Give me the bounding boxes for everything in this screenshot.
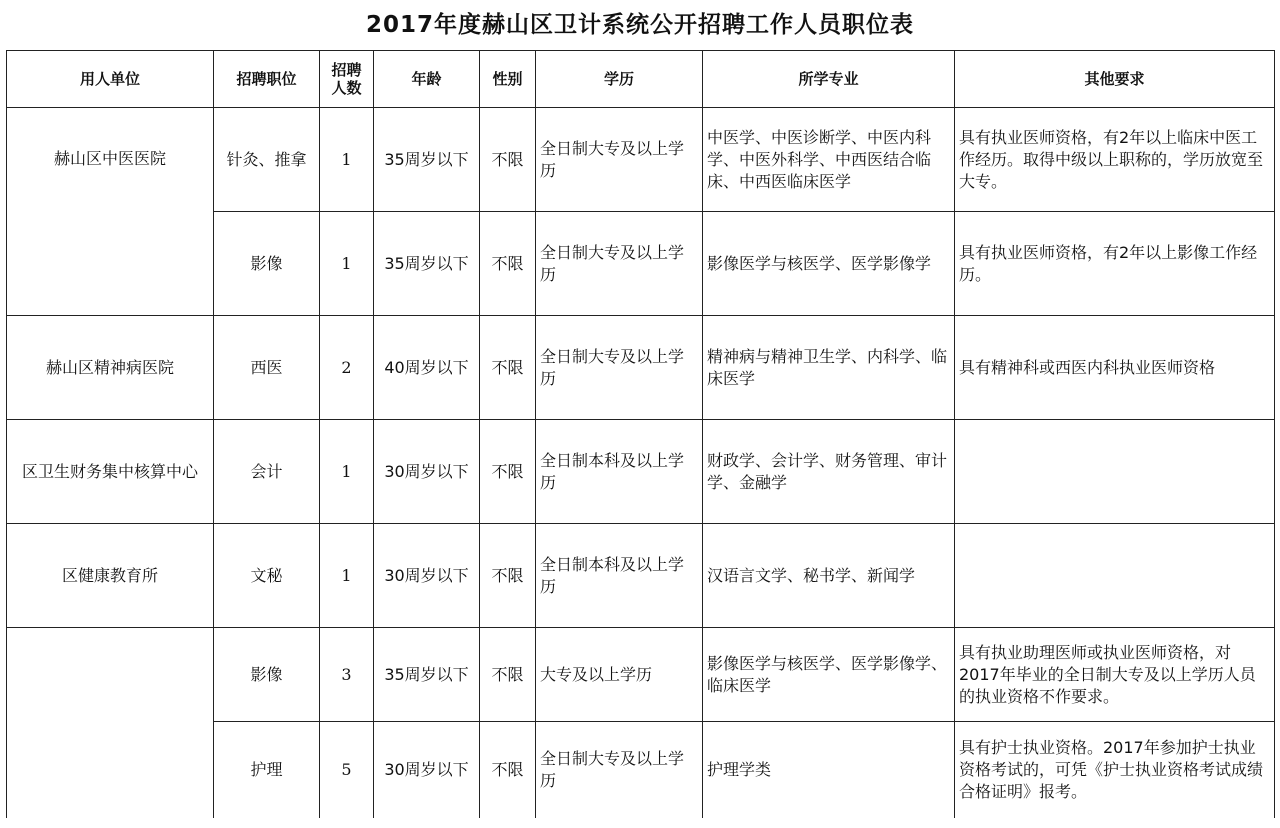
header-unit: 用人单位: [7, 51, 214, 108]
table-row: [7, 108, 1275, 212]
header-count-line1: 招聘: [331, 61, 362, 79]
cell-count: 1: [320, 524, 374, 628]
cell-unit: 区卫生财务集中核算中心: [7, 420, 214, 524]
cell-education: 全日制本科及以上学历: [536, 524, 703, 628]
cell-other: [955, 420, 1275, 524]
cell-gender: 不限: [480, 524, 536, 628]
cell-position: 护理: [214, 722, 320, 818]
header-age: 年龄: [374, 51, 480, 108]
cell-education: 全日制本科及以上学历: [536, 420, 703, 524]
header-major: 所学专业: [703, 51, 955, 108]
table-header-row: [7, 51, 1275, 108]
cell-age: 35周岁以下: [374, 628, 480, 722]
page-title: 2017年度赫山区卫计系统公开招聘工作人员职位表: [365, 12, 914, 38]
cell-education: 全日制大专及以上学历: [536, 316, 703, 420]
cell-education: 全日制大专及以上学历: [536, 722, 703, 818]
header-count: [320, 51, 374, 108]
cell-unit: 赫山区中医医院: [7, 108, 214, 316]
cell-other: 具有执业医师资格，有2年以上临床中医工作经历。取得中级以上职称的，学历放宽至大专。: [955, 108, 1275, 212]
cell-count: 1: [320, 212, 374, 316]
header-count-line2: 人数: [331, 79, 362, 97]
cell-position: 会计: [214, 420, 320, 524]
table-row: [7, 316, 1275, 420]
cell-count: 5: [320, 722, 374, 818]
cell-unit: 赫山区精神病医院: [7, 316, 214, 420]
header-other: 其他要求: [955, 51, 1275, 108]
cell-age: 40周岁以下: [374, 316, 480, 420]
cell-gender: 不限: [480, 108, 536, 212]
cell-position: 影像: [214, 212, 320, 316]
cell-major: 精神病与精神卫生学、内科学、临床医学: [703, 316, 955, 420]
cell-count: 1: [320, 108, 374, 212]
cell-count: 1: [320, 420, 374, 524]
cell-position: 文秘: [214, 524, 320, 628]
cell-education: 大专及以上学历: [536, 628, 703, 722]
cell-major: 护理学类: [703, 722, 955, 818]
cell-education: 全日制大专及以上学历: [536, 212, 703, 316]
cell-other: 具有执业助理医师或执业医师资格，对2017年毕业的全日制大专及以上学历人员的执业资格不作要求。: [955, 628, 1275, 722]
cell-position: 西医: [214, 316, 320, 420]
cell-gender: 不限: [480, 722, 536, 818]
cell-age: 30周岁以下: [374, 722, 480, 818]
cell-major: 中医学、中医诊断学、中医内科学、中医外科学、中西医结合临床、中西医临床医学: [703, 108, 955, 212]
cell-other: [955, 524, 1275, 628]
cell-other: 具有精神科或西医内科执业医师资格: [955, 316, 1275, 420]
cell-age: 35周岁以下: [374, 212, 480, 316]
header-position: 招聘职位: [214, 51, 320, 108]
cell-education: 全日制大专及以上学历: [536, 108, 703, 212]
cell-age: 35周岁以下: [374, 108, 480, 212]
cell-count: 2: [320, 316, 374, 420]
cell-other: 具有护士执业资格。2017年参加护士执业资格考试的，可凭《护士执业资格考试成绩合格证明》报考。: [955, 722, 1275, 818]
table-row: [7, 420, 1275, 524]
cell-position: 针灸、推拿: [214, 108, 320, 212]
cell-count: 3: [320, 628, 374, 722]
cell-major: 影像医学与核医学、医学影像学: [703, 212, 955, 316]
cell-age: 30周岁以下: [374, 420, 480, 524]
cell-gender: 不限: [480, 212, 536, 316]
cell-other: 具有执业医师资格，有2年以上影像工作经历。: [955, 212, 1275, 316]
table-row: [7, 524, 1275, 628]
positions-table: [6, 50, 1275, 818]
table-row: [7, 628, 1275, 722]
cell-gender: 不限: [480, 420, 536, 524]
cell-major: 汉语言文学、秘书学、新闻学: [703, 524, 955, 628]
cell-unit: 区健康教育所: [7, 524, 214, 628]
cell-major: 影像医学与核医学、医学影像学、临床医学: [703, 628, 955, 722]
cell-gender: 不限: [480, 628, 536, 722]
header-education: 学历: [536, 51, 703, 108]
header-gender: 性别: [480, 51, 536, 108]
cell-unit: [7, 628, 214, 818]
cell-gender: 不限: [480, 316, 536, 420]
cell-major: 财政学、会计学、财务管理、审计学、金融学: [703, 420, 955, 524]
cell-age: 30周岁以下: [374, 524, 480, 628]
cell-position: 影像: [214, 628, 320, 722]
